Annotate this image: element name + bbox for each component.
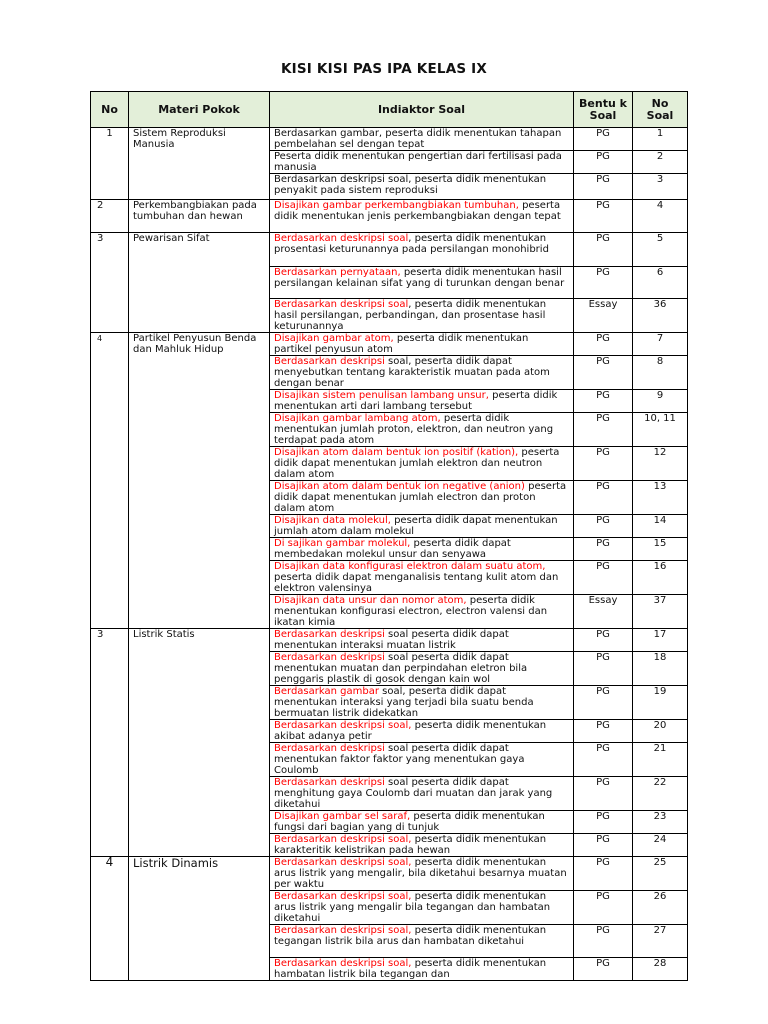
materi-pokok-cell	[129, 299, 270, 333]
kisi-table	[90, 91, 688, 981]
table-row	[91, 925, 688, 958]
table-row	[91, 686, 688, 720]
row-number	[91, 720, 129, 743]
table-row	[91, 413, 688, 447]
indikator-highlight-text: Disajikan data molekul,	[274, 515, 391, 526]
no-soal-cell: 8	[633, 356, 688, 390]
row-number	[91, 561, 129, 595]
indikator-highlight-text: Berdasarkan deskripsi	[274, 777, 385, 788]
bentuk-soal-cell: PG	[574, 151, 633, 174]
no-soal-cell: 3	[633, 174, 688, 200]
no-soal-cell: 15	[633, 538, 688, 561]
no-soal-cell: 36	[633, 299, 688, 333]
materi-pokok-cell: Pewarisan Sifat	[129, 233, 270, 267]
indikator-text: peserta didik menentukan karakteritik kelistrikan pada hewan	[274, 834, 547, 856]
materi-pokok-cell	[129, 481, 270, 515]
indikator-text: peserta didik menentukan arus listrik yang mengalir, bila diketahui besarnya muatan per waktu	[274, 857, 567, 890]
bentuk-soal-cell: Essay	[574, 595, 633, 629]
indikator-text: peserta didik menentukan jumlah proton, elektron, dan neutron yang terdapat pada atom	[274, 413, 554, 446]
table-header-row	[91, 92, 688, 128]
indikator-text: peserta didik menentukan tegangan listrik bila arus dan hambatan diketahui	[274, 925, 547, 947]
row-number	[91, 958, 129, 981]
indikator-text: peserta didik dapat menentukan jumlah atom dalam molekul	[274, 515, 558, 537]
table-row	[91, 481, 688, 515]
no-soal-cell: 27	[633, 925, 688, 958]
indikator-highlight-text: Disajikan gambar atom,	[274, 333, 394, 344]
no-soal-cell: 1	[633, 128, 688, 151]
materi-pokok-cell: Sistem Reproduksi Manusia	[129, 128, 270, 151]
indikator-cell	[270, 267, 574, 299]
indikator-highlight-text: Berdasarkan deskripsi soal,	[274, 720, 412, 731]
indikator-text: peserta didik menentukan fungsi dari bagian yang di tunjuk	[274, 811, 545, 833]
row-number	[91, 267, 129, 299]
indikator-cell	[270, 652, 574, 686]
bentuk-soal-cell: PG	[574, 891, 633, 925]
indikator-cell	[270, 629, 574, 652]
indikator-cell	[270, 356, 574, 390]
no-soal-cell: 25	[633, 857, 688, 891]
no-soal-cell: 18	[633, 652, 688, 686]
materi-pokok-cell	[129, 743, 270, 777]
indikator-text: soal, peserta didik dapat menyebutkan tentang karakteristik muatan pada atom dengan benar	[274, 356, 550, 389]
indikator-highlight-text: Berdasarkan deskripsi	[274, 629, 385, 640]
materi-pokok-cell	[129, 777, 270, 811]
indikator-text: peserta didik dapat membedakan molekul unsur dan senyawa	[274, 538, 511, 560]
row-number	[91, 777, 129, 811]
indikator-cell	[270, 595, 574, 629]
no-soal-cell: 23	[633, 811, 688, 834]
bentuk-soal-cell: PG	[574, 720, 633, 743]
indikator-highlight-text: Berdasarkan deskripsi soal,	[274, 834, 412, 845]
row-number	[91, 891, 129, 925]
no-soal-cell: 17	[633, 629, 688, 652]
row-number: 3	[91, 629, 129, 652]
table-row	[91, 390, 688, 413]
row-number	[91, 925, 129, 958]
row-number	[91, 743, 129, 777]
indikator-cell	[270, 925, 574, 958]
materi-pokok-cell: Listrik Statis	[129, 629, 270, 652]
materi-pokok-cell: Perkembangbiakan pada tumbuhan dan hewan	[129, 200, 270, 233]
indikator-text: soal peserta didik dapat menentukan faktor faktor yang menentukan gaya Coulomb	[274, 743, 525, 776]
bentuk-soal-cell: PG	[574, 333, 633, 356]
indikator-text: peserta didik menentukan arti dari lambang tersebut	[274, 390, 558, 412]
indikator-highlight-text: Berdasarkan deskripsi soal,	[274, 891, 412, 902]
bentuk-soal-cell: PG	[574, 777, 633, 811]
materi-pokok-cell	[129, 447, 270, 481]
indikator-highlight-text: Disajikan atom dalam bentuk ion positif (kation),	[274, 447, 519, 458]
row-number	[91, 413, 129, 447]
bentuk-soal-cell: PG	[574, 267, 633, 299]
table-body	[91, 128, 688, 981]
indikator-text: peserta didik menentukan arus listrik yang mengalir bila tegangan dan hambatan diketahui	[274, 891, 551, 924]
table-row	[91, 447, 688, 481]
indikator-text: peserta didik dapat menentukan jumlah elektron dan neutron dalam atom	[274, 447, 560, 480]
materi-pokok-cell	[129, 356, 270, 390]
indikator-highlight-text: Berdasarkan deskripsi soal,	[274, 958, 412, 969]
indikator-cell	[270, 857, 574, 891]
table-row	[91, 857, 688, 891]
indikator-cell	[270, 447, 574, 481]
indikator-cell	[270, 891, 574, 925]
no-soal-cell: 26	[633, 891, 688, 925]
indikator-text: soal peserta didik dapat menghitung gaya Coulomb dari muatan dan jarak yang diketahui	[274, 777, 553, 810]
indikator-cell	[270, 333, 574, 356]
table-row	[91, 629, 688, 652]
row-number	[91, 686, 129, 720]
indikator-cell	[270, 481, 574, 515]
bentuk-soal-cell: PG	[574, 390, 633, 413]
row-number	[91, 481, 129, 515]
bentuk-soal-cell: PG	[574, 652, 633, 686]
indikator-highlight-text: Berdasarkan deskripsi soal	[274, 233, 409, 244]
table-row	[91, 267, 688, 299]
indikator-highlight-text: Disajikan data konfigurasi elektron dalam suatu atom,	[274, 561, 546, 572]
row-number	[91, 356, 129, 390]
indikator-cell	[270, 720, 574, 743]
row-number	[91, 652, 129, 686]
indikator-text: Berdasarkan gambar, peserta didik menentukan tahapan pembelahan sel dengan tepat	[274, 128, 562, 150]
no-soal-cell: 21	[633, 743, 688, 777]
indikator-text: peserta didik menentukan akibat adanya petir	[274, 720, 547, 742]
no-soal-cell: 2	[633, 151, 688, 174]
indikator-cell	[270, 515, 574, 538]
no-soal-cell: 4	[633, 200, 688, 233]
indikator-text: peserta didik menentukan hasil persilangan kelainan sifat yang di turunkan dengan benar	[274, 267, 565, 289]
bentuk-soal-cell: PG	[574, 481, 633, 515]
row-number	[91, 299, 129, 333]
indikator-text: peserta didik dapat menganalisis tentang kulit atom dan elektron valensinya	[274, 572, 559, 594]
materi-pokok-cell	[129, 652, 270, 686]
materi-pokok-cell	[129, 958, 270, 981]
bentuk-soal-cell: PG	[574, 447, 633, 481]
no-soal-cell: 24	[633, 834, 688, 857]
materi-pokok-cell	[129, 174, 270, 200]
indikator-highlight-text: Berdasarkan deskripsi	[274, 356, 385, 367]
materi-pokok-cell	[129, 538, 270, 561]
bentuk-soal-cell: PG	[574, 128, 633, 151]
materi-pokok-cell	[129, 561, 270, 595]
materi-pokok-cell	[129, 267, 270, 299]
bentuk-soal-cell: PG	[574, 174, 633, 200]
row-number: 1	[91, 128, 129, 151]
no-soal-cell: 28	[633, 958, 688, 981]
row-number: 2	[91, 200, 129, 233]
indikator-text: Berdasarkan deskripsi soal, peserta didik menentukan penyakit pada sistem reproduksi	[274, 174, 547, 196]
indikator-highlight-text: Disajikan sistem penulisan lambang unsur,	[274, 390, 489, 401]
table-row	[91, 356, 688, 390]
indikator-cell	[270, 233, 574, 267]
header-bentuk-soal: Bentu k Soal	[574, 92, 633, 128]
row-number	[91, 515, 129, 538]
table-row	[91, 720, 688, 743]
materi-pokok-cell	[129, 151, 270, 174]
table-row	[91, 811, 688, 834]
indikator-text: peserta didik menentukan partikel penyusun atom	[274, 333, 529, 355]
indikator-cell	[270, 538, 574, 561]
table-row	[91, 233, 688, 267]
bentuk-soal-cell: PG	[574, 857, 633, 891]
indikator-cell	[270, 174, 574, 200]
no-soal-cell: 5	[633, 233, 688, 267]
bentuk-soal-cell: PG	[574, 743, 633, 777]
indikator-text: soal peserta didik dapat menentukan muatan dan perpindahan eletron bila penggaris plastik di gosok dengan kain wol	[274, 652, 528, 685]
table-row	[91, 652, 688, 686]
table-row	[91, 128, 688, 151]
table-row	[91, 333, 688, 356]
bentuk-soal-cell: Essay	[574, 299, 633, 333]
bentuk-soal-cell: PG	[574, 629, 633, 652]
indikator-highlight-text: Di sajikan gambar molekul,	[274, 538, 411, 549]
bentuk-soal-cell: PG	[574, 200, 633, 233]
indikator-text: peserta didik menentukan hambatan listrik bila tegangan dan	[274, 958, 547, 980]
materi-pokok-cell: Listrik Dinamis	[129, 857, 270, 891]
bentuk-soal-cell: PG	[574, 958, 633, 981]
indikator-text: peserta didik menentukan jenis perkembangbiakan dengan tepat	[274, 200, 561, 222]
indikator-cell	[270, 413, 574, 447]
indikator-cell	[270, 811, 574, 834]
materi-pokok-cell	[129, 595, 270, 629]
table-row	[91, 777, 688, 811]
header-no: No	[91, 92, 129, 128]
indikator-cell	[270, 151, 574, 174]
table-row	[91, 743, 688, 777]
no-soal-cell: 7	[633, 333, 688, 356]
table-row	[91, 299, 688, 333]
indikator-highlight-text: Berdasarkan deskripsi soal,	[274, 857, 412, 868]
no-soal-cell: 9	[633, 390, 688, 413]
row-number: 4	[91, 857, 129, 891]
header-materi-pokok: Materi Pokok	[129, 92, 270, 128]
indikator-highlight-text: Disajikan gambar lambang atom,	[274, 413, 441, 424]
row-number: 4	[91, 333, 129, 356]
table-row	[91, 891, 688, 925]
table-row	[91, 595, 688, 629]
bentuk-soal-cell: PG	[574, 811, 633, 834]
bentuk-soal-cell: PG	[574, 233, 633, 267]
indikator-highlight-text: Disajikan gambar perkembangbiakan tumbuhan,	[274, 200, 519, 211]
table-row	[91, 561, 688, 595]
indikator-highlight-text: Disajikan data unsur dan nomor atom,	[274, 595, 467, 606]
materi-pokok-cell	[129, 515, 270, 538]
materi-pokok-cell	[129, 891, 270, 925]
indikator-text: , peserta didik menentukan hasil persilangan, perbandingan, dan prosentase hasil keturunannya	[274, 299, 547, 332]
bentuk-soal-cell: PG	[574, 925, 633, 958]
materi-pokok-cell	[129, 686, 270, 720]
row-number	[91, 834, 129, 857]
no-soal-cell: 14	[633, 515, 688, 538]
indikator-text: , peserta didik menentukan prosentasi keturunannya pada persilangan monohibrid	[274, 233, 549, 255]
no-soal-cell: 20	[633, 720, 688, 743]
table-row	[91, 538, 688, 561]
indikator-text: Peserta didik menentukan pengertian dari fertilisasi pada manusia	[274, 151, 562, 173]
indikator-highlight-text: Berdasarkan deskripsi soal,	[274, 925, 412, 936]
no-soal-cell: 12	[633, 447, 688, 481]
table-row	[91, 958, 688, 981]
no-soal-cell: 10, 11	[633, 413, 688, 447]
no-soal-cell: 19	[633, 686, 688, 720]
bentuk-soal-cell: PG	[574, 834, 633, 857]
no-soal-cell: 6	[633, 267, 688, 299]
bentuk-soal-cell: PG	[574, 561, 633, 595]
indikator-cell	[270, 743, 574, 777]
materi-pokok-cell	[129, 720, 270, 743]
table-row	[91, 151, 688, 174]
row-number	[91, 151, 129, 174]
indikator-text: soal peserta didik dapat menentukan interaksi muatan listrik	[274, 629, 509, 651]
indikator-highlight-text: Berdasarkan gambar	[274, 686, 379, 697]
indikator-text: soal, peserta didik dapat menentukan interaksi yang terjadi bila suatu benda bermuatan listrik didekatkan	[274, 686, 534, 719]
table-row	[91, 834, 688, 857]
indikator-highlight-text: Disajikan atom dalam bentuk ion negative (anion)	[274, 481, 525, 492]
row-number	[91, 174, 129, 200]
indikator-cell	[270, 958, 574, 981]
indikator-text: peserta didik menentukan konfigurasi electron, electron valensi dan ikatan kimia	[274, 595, 548, 628]
bentuk-soal-cell: PG	[574, 686, 633, 720]
row-number	[91, 811, 129, 834]
indikator-text: peserta didik dapat menentukan jumlah electron dan proton dalam atom	[274, 481, 567, 514]
page-title: KISI KISI PAS IPA KELAS IX	[281, 61, 487, 77]
table-row	[91, 174, 688, 200]
table-row	[91, 515, 688, 538]
no-soal-cell: 37	[633, 595, 688, 629]
materi-pokok-cell	[129, 834, 270, 857]
indikator-cell	[270, 200, 574, 233]
no-soal-cell: 16	[633, 561, 688, 595]
indikator-cell	[270, 777, 574, 811]
materi-pokok-cell	[129, 390, 270, 413]
header-indikator-soal: Indiaktor Soal	[270, 92, 574, 128]
indikator-cell	[270, 299, 574, 333]
row-number	[91, 390, 129, 413]
bentuk-soal-cell: PG	[574, 515, 633, 538]
row-number	[91, 538, 129, 561]
indikator-highlight-text: Berdasarkan deskripsi	[274, 743, 385, 754]
row-number	[91, 447, 129, 481]
bentuk-soal-cell: PG	[574, 538, 633, 561]
materi-pokok-cell	[129, 925, 270, 958]
row-number: 3	[91, 233, 129, 267]
no-soal-cell: 22	[633, 777, 688, 811]
indikator-cell	[270, 834, 574, 857]
materi-pokok-cell	[129, 811, 270, 834]
table-row	[91, 200, 688, 233]
indikator-highlight-text: Berdasarkan pernyataan,	[274, 267, 401, 278]
indikator-highlight-text: Disajikan gambar sel saraf,	[274, 811, 411, 822]
indikator-cell	[270, 390, 574, 413]
header-no-soal: No Soal	[633, 92, 688, 128]
bentuk-soal-cell: PG	[574, 356, 633, 390]
bentuk-soal-cell: PG	[574, 413, 633, 447]
no-soal-cell: 13	[633, 481, 688, 515]
materi-pokok-cell: Partikel Penyusun Benda dan Mahluk Hidup	[129, 333, 270, 356]
indikator-highlight-text: Berdasarkan deskripsi soal	[274, 299, 409, 310]
materi-pokok-cell	[129, 413, 270, 447]
indikator-cell	[270, 561, 574, 595]
indikator-cell	[270, 128, 574, 151]
indikator-cell	[270, 686, 574, 720]
indikator-highlight-text: Berdasarkan deskripsi	[274, 652, 385, 663]
row-number	[91, 595, 129, 629]
